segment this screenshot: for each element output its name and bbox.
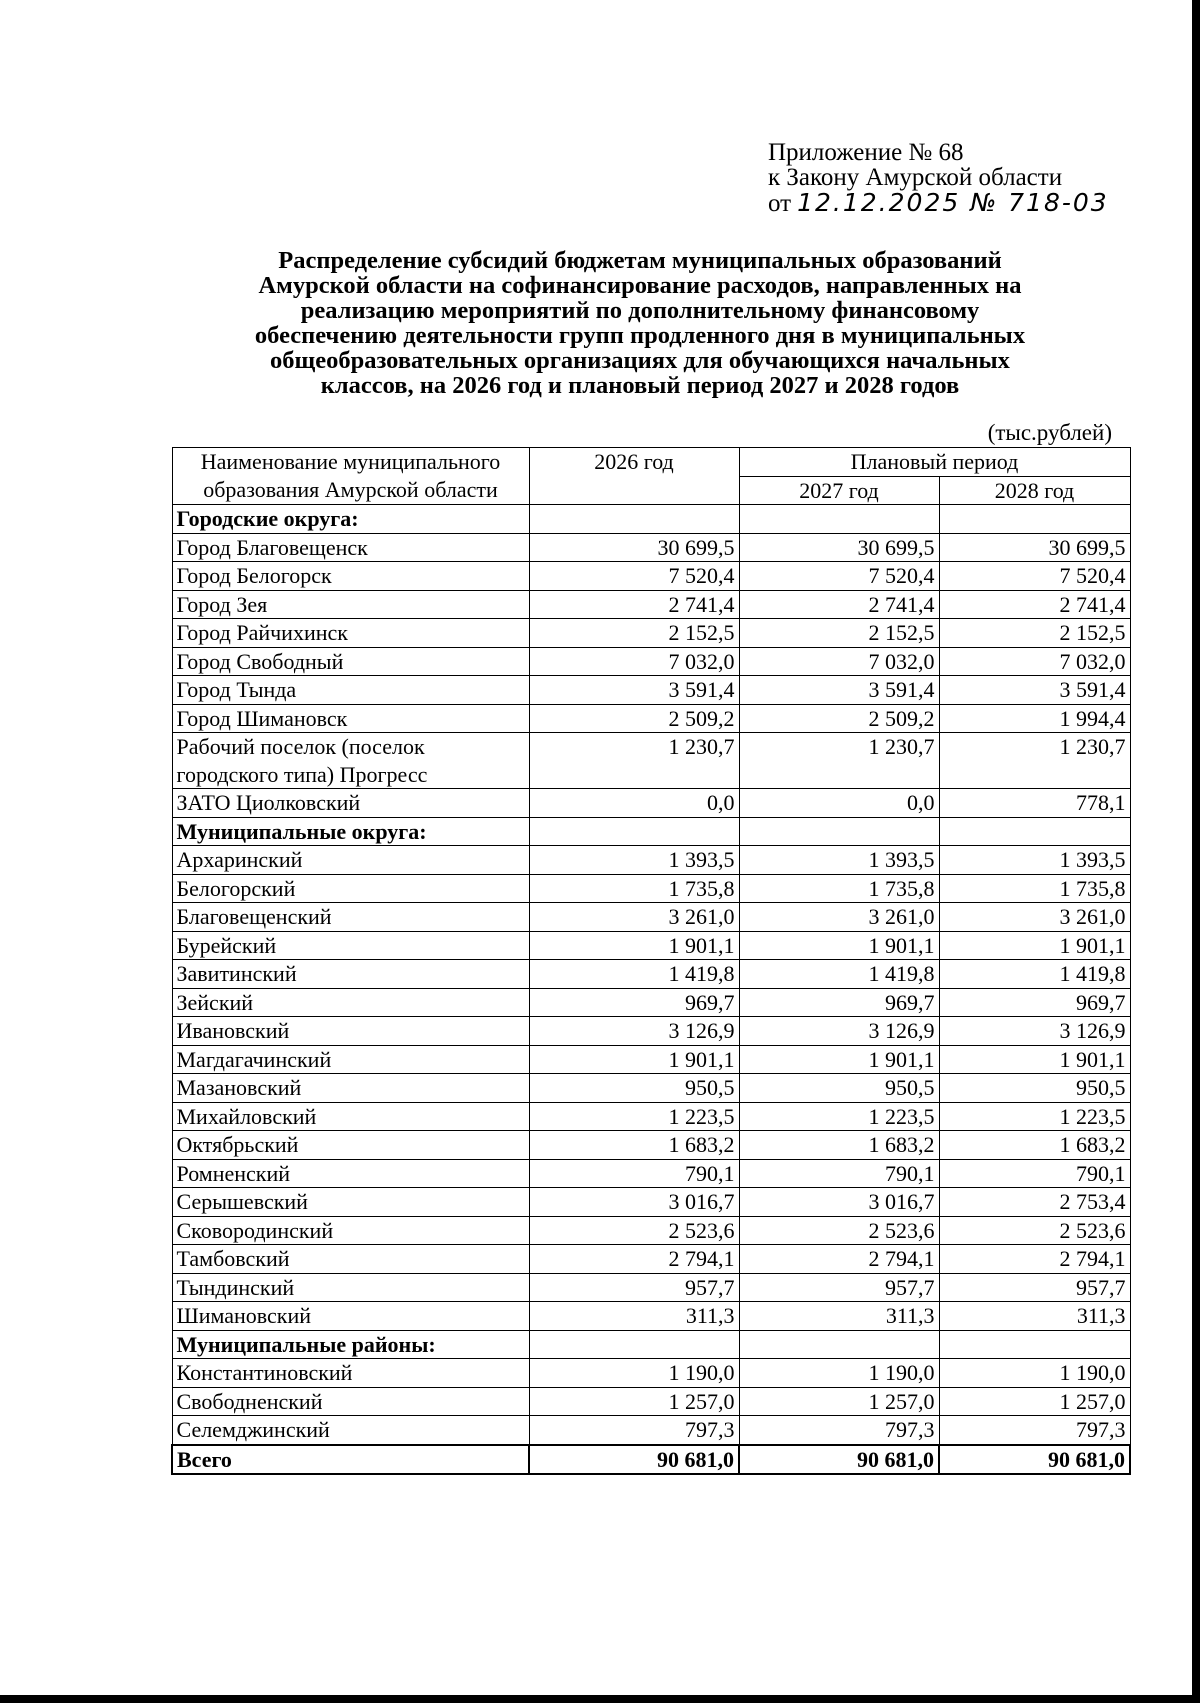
municipality-name: Октябрьский (172, 1131, 529, 1160)
value-2028: 3 126,9 (939, 1017, 1130, 1046)
value-2026: 1 230,7 (529, 733, 739, 789)
municipality-name: Городские округа: (172, 505, 529, 534)
appendix-number: Приложение № 68 (768, 139, 964, 166)
table-row (172, 903, 1130, 932)
value-2028: 2 794,1 (939, 1245, 1130, 1274)
header-2026: 2026 год (529, 448, 739, 505)
value-2026: 1 901,1 (529, 1045, 739, 1074)
section-row (172, 1330, 1130, 1359)
value-2028: 1 230,7 (939, 733, 1130, 789)
subsidy-table (171, 447, 1131, 1475)
value-2027: 3 016,7 (739, 1188, 939, 1217)
title-line: обеспечению деятельности групп продленного дня в муниципальных (254, 322, 1026, 349)
value-2026: 1 735,8 (529, 874, 739, 903)
municipality-name-line1: Рабочий поселок (поселок (176, 734, 425, 759)
value-2028: 950,5 (939, 1074, 1130, 1103)
table-row (172, 1359, 1130, 1388)
table-row (172, 590, 1130, 619)
municipality-name: Ивановский (172, 1017, 529, 1046)
value-2028: 2 741,4 (939, 590, 1130, 619)
value-2028: 1 901,1 (939, 931, 1130, 960)
municipality-name: Магдагачинский (172, 1045, 529, 1074)
table-row (172, 1245, 1130, 1274)
table-header (172, 448, 1130, 505)
municipality-name: Благовещенский (172, 903, 529, 932)
municipality-name: Муниципальные районы: (172, 1330, 529, 1359)
table-row (172, 1273, 1130, 1302)
value-2026: 311,3 (529, 1302, 739, 1331)
value-2027: 2 794,1 (739, 1245, 939, 1274)
value-2028: 1 735,8 (939, 874, 1130, 903)
appendix-header (768, 140, 1109, 216)
value-2028: 969,7 (939, 988, 1130, 1017)
municipality-name: Михайловский (172, 1102, 529, 1131)
title-line: реализацию мероприятий по дополнительному финансовому (300, 297, 980, 324)
value-2027 (739, 1330, 939, 1359)
table-row (172, 619, 1130, 648)
value-2028: 797,3 (939, 1416, 1130, 1445)
table-row (172, 988, 1130, 1017)
value-2027: 311,3 (739, 1302, 939, 1331)
header-planned-period: Плановый период (739, 448, 1130, 477)
value-2027: 1 419,8 (739, 960, 939, 989)
table-row (172, 1102, 1130, 1131)
municipality-name: Селемджинский (172, 1416, 529, 1445)
municipality-name: Город Благовещенск (172, 533, 529, 562)
header-name-line1: Наименование муниципального (200, 449, 501, 474)
value-2026: 3 126,9 (529, 1017, 739, 1046)
value-2027: 3 261,0 (739, 903, 939, 932)
total-row (172, 1445, 1130, 1475)
appendix-date-prefix: от (768, 190, 792, 217)
table-row (172, 789, 1130, 818)
table-row (172, 647, 1130, 676)
value-2026 (529, 505, 739, 534)
value-2026: 90 681,0 (529, 1445, 739, 1475)
appendix-law: к Закону Амурской области (768, 164, 1063, 191)
value-2027: 2 741,4 (739, 590, 939, 619)
municipality-name: Константиновский (172, 1359, 529, 1388)
value-2026: 969,7 (529, 988, 739, 1017)
title-line: Амурской области на софинансирование расходов, направленных на (258, 272, 1022, 299)
table-row (172, 676, 1130, 705)
value-2027: 2 523,6 (739, 1216, 939, 1245)
municipality-name: Муниципальные округа: (172, 817, 529, 846)
table-row (172, 1216, 1130, 1245)
municipality-name-line2: городского типа) Прогресс (176, 761, 428, 787)
value-2027: 1 230,7 (739, 733, 939, 789)
value-2026: 1 901,1 (529, 931, 739, 960)
municipality-name: Ромненский (172, 1159, 529, 1188)
value-2026: 30 699,5 (529, 533, 739, 562)
value-2026 (529, 817, 739, 846)
value-2026: 2 741,4 (529, 590, 739, 619)
value-2028: 1 683,2 (939, 1131, 1130, 1160)
table-row (172, 931, 1130, 960)
value-2026: 2 152,5 (529, 619, 739, 648)
value-2026: 1 257,0 (529, 1387, 739, 1416)
value-2027: 1 735,8 (739, 874, 939, 903)
value-2026: 2 509,2 (529, 704, 739, 733)
page-edge-bottom (0, 1695, 1200, 1703)
value-2027: 30 699,5 (739, 533, 939, 562)
value-2026: 1 393,5 (529, 846, 739, 875)
municipality-name: Тамбовский (172, 1245, 529, 1274)
table-row (172, 733, 1130, 789)
table-row (172, 846, 1130, 875)
title-line: Распределение субсидий бюджетам муниципальных образований (278, 247, 1002, 274)
title-line: общеобразовательных организациях для обучающихся начальных (270, 347, 1010, 374)
value-2026 (529, 1330, 739, 1359)
handwritten-date-number: 12.12.2025 № 718-03 (797, 188, 1109, 217)
value-2028 (939, 817, 1130, 846)
value-2027: 1 257,0 (739, 1387, 939, 1416)
table-row (172, 1017, 1130, 1046)
value-2028: 7 032,0 (939, 647, 1130, 676)
municipality-name: Сковородинский (172, 1216, 529, 1245)
title-line: классов, на 2026 год и плановый период 2027 и 2028 годов (320, 372, 960, 399)
value-2026: 3 591,4 (529, 676, 739, 705)
value-2026: 1 190,0 (529, 1359, 739, 1388)
value-2026: 7 520,4 (529, 562, 739, 591)
value-2027: 90 681,0 (739, 1445, 939, 1475)
value-2027: 957,7 (739, 1273, 939, 1302)
value-2027: 0,0 (739, 789, 939, 818)
value-2028: 1 223,5 (939, 1102, 1130, 1131)
table-row (172, 1387, 1130, 1416)
municipality-name: Архаринский (172, 846, 529, 875)
table-row (172, 1131, 1130, 1160)
municipality-name: ЗАТО Циолковский (172, 789, 529, 818)
value-2028: 1 994,4 (939, 704, 1130, 733)
municipality-name: Бурейский (172, 931, 529, 960)
value-2028: 1 419,8 (939, 960, 1130, 989)
header-2028: 2028 год (939, 476, 1130, 505)
value-2027: 790,1 (739, 1159, 939, 1188)
value-2026: 3 016,7 (529, 1188, 739, 1217)
value-2028 (939, 505, 1130, 534)
municipality-name: Всего (172, 1445, 529, 1475)
municipality-name: Серышевский (172, 1188, 529, 1217)
value-2028: 30 699,5 (939, 533, 1130, 562)
table-row (172, 704, 1130, 733)
value-2028: 2 753,4 (939, 1188, 1130, 1217)
value-2028: 790,1 (939, 1159, 1130, 1188)
value-2026: 3 261,0 (529, 903, 739, 932)
value-2026: 0,0 (529, 789, 739, 818)
table-row (172, 1159, 1130, 1188)
header-2027: 2027 год (739, 476, 939, 505)
value-2028: 957,7 (939, 1273, 1130, 1302)
value-2026: 1 683,2 (529, 1131, 739, 1160)
municipality-name: Завитинский (172, 960, 529, 989)
value-2028: 1 393,5 (939, 846, 1130, 875)
value-2027: 2 509,2 (739, 704, 939, 733)
appendix-date-line (768, 190, 1109, 216)
value-2027: 7 520,4 (739, 562, 939, 591)
document-title (150, 248, 1130, 398)
value-2027: 797,3 (739, 1416, 939, 1445)
value-2028: 7 520,4 (939, 562, 1130, 591)
municipality-name: Зейский (172, 988, 529, 1017)
page-edge-right (1192, 0, 1200, 1703)
value-2026: 7 032,0 (529, 647, 739, 676)
table-row (172, 1416, 1130, 1445)
table-body (172, 505, 1130, 1475)
table-row (172, 1045, 1130, 1074)
section-row (172, 505, 1130, 534)
value-2026: 797,3 (529, 1416, 739, 1445)
value-2028: 1 190,0 (939, 1359, 1130, 1388)
value-2028: 778,1 (939, 789, 1130, 818)
value-2027: 2 152,5 (739, 619, 939, 648)
header-name-cell (172, 448, 529, 505)
value-2026: 1 223,5 (529, 1102, 739, 1131)
value-2026: 1 419,8 (529, 960, 739, 989)
municipality-name: Город Белогорск (172, 562, 529, 591)
municipality-name: Шимановский (172, 1302, 529, 1331)
value-2027: 3 126,9 (739, 1017, 939, 1046)
table-row (172, 533, 1130, 562)
municipality-name (172, 733, 529, 789)
units-label: (тыс.рублей) (987, 420, 1112, 445)
municipality-name: Свободненский (172, 1387, 529, 1416)
value-2028: 2 152,5 (939, 619, 1130, 648)
value-2028: 3 591,4 (939, 676, 1130, 705)
value-2026: 950,5 (529, 1074, 739, 1103)
value-2027 (739, 817, 939, 846)
municipality-name: Город Шимановск (172, 704, 529, 733)
value-2027: 969,7 (739, 988, 939, 1017)
municipality-name: Тындинский (172, 1273, 529, 1302)
value-2027: 1 223,5 (739, 1102, 939, 1131)
table-row (172, 1074, 1130, 1103)
value-2028: 2 523,6 (939, 1216, 1130, 1245)
value-2027: 1 393,5 (739, 846, 939, 875)
table-row (172, 1188, 1130, 1217)
municipality-name: Город Зея (172, 590, 529, 619)
municipality-name: Город Тында (172, 676, 529, 705)
value-2026: 790,1 (529, 1159, 739, 1188)
municipality-name: Белогорский (172, 874, 529, 903)
value-2027: 950,5 (739, 1074, 939, 1103)
value-2028: 1 901,1 (939, 1045, 1130, 1074)
value-2027: 1 683,2 (739, 1131, 939, 1160)
value-2028: 1 257,0 (939, 1387, 1130, 1416)
municipality-name: Город Райчихинск (172, 619, 529, 648)
value-2027: 7 032,0 (739, 647, 939, 676)
value-2027 (739, 505, 939, 534)
table-row (172, 562, 1130, 591)
value-2027: 1 190,0 (739, 1359, 939, 1388)
value-2028: 311,3 (939, 1302, 1130, 1331)
value-2027: 1 901,1 (739, 931, 939, 960)
table-row (172, 1302, 1130, 1331)
section-row (172, 817, 1130, 846)
value-2028: 3 261,0 (939, 903, 1130, 932)
value-2026: 2 523,6 (529, 1216, 739, 1245)
table-row (172, 874, 1130, 903)
value-2027: 3 591,4 (739, 676, 939, 705)
municipality-name: Мазановский (172, 1074, 529, 1103)
municipality-name: Город Свободный (172, 647, 529, 676)
value-2028 (939, 1330, 1130, 1359)
value-2028: 90 681,0 (939, 1445, 1130, 1475)
header-name-line2: образования Амурской области (203, 476, 498, 502)
value-2026: 2 794,1 (529, 1245, 739, 1274)
value-2026: 957,7 (529, 1273, 739, 1302)
table-row (172, 960, 1130, 989)
value-2027: 1 901,1 (739, 1045, 939, 1074)
